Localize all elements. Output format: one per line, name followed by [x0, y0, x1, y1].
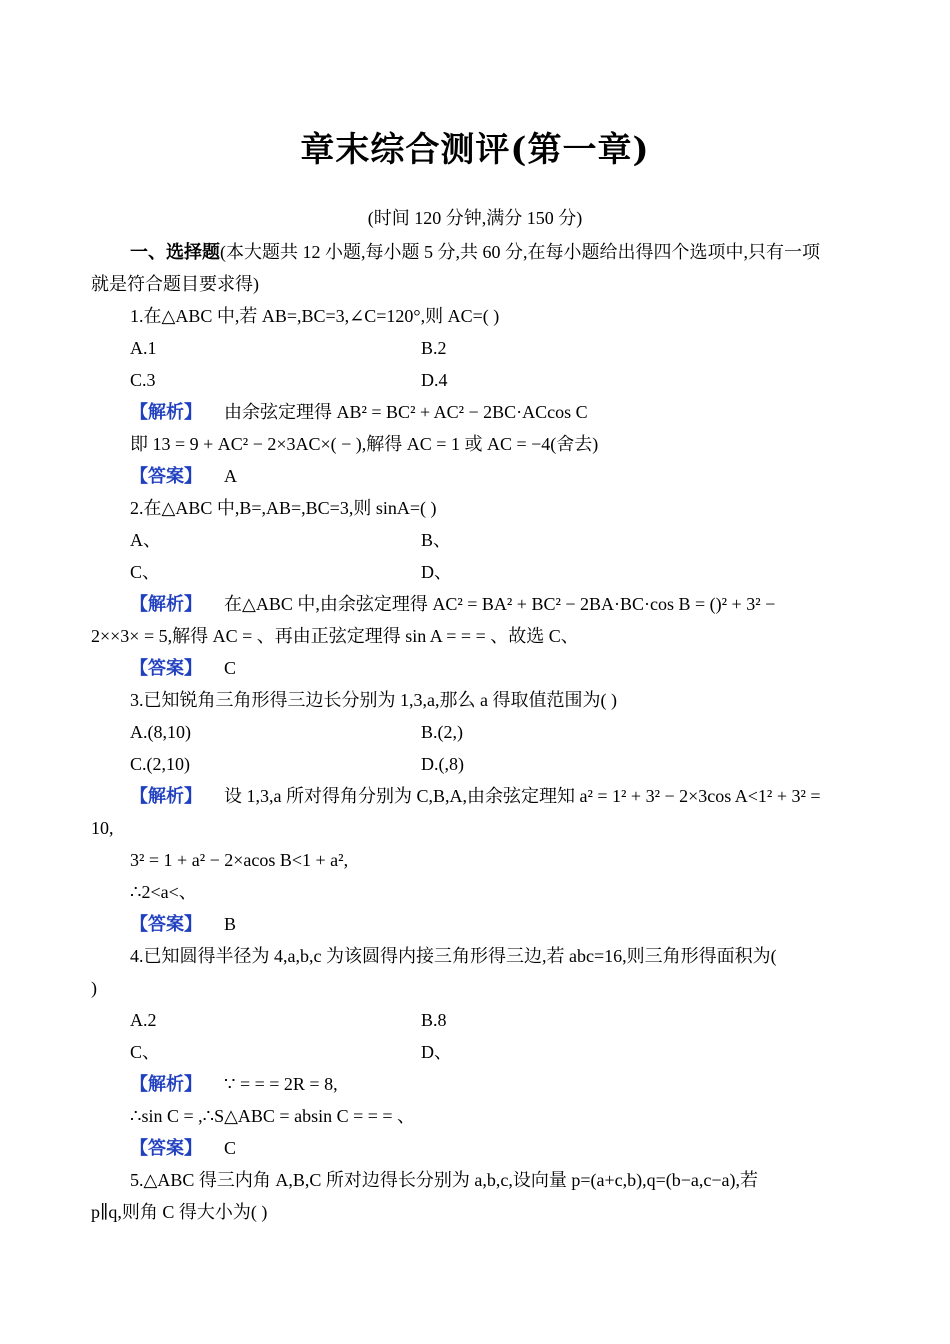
- question-3-option-c: C.(2,10): [130, 754, 190, 774]
- question-4-option-d: D、: [421, 1042, 452, 1062]
- question-4-analysis-cont: ∴sin C = ,∴S△ABC = absin C = = = 、: [130, 1106, 416, 1126]
- section-label: 一、选择题: [130, 242, 220, 262]
- question-2-analysis-cont: 2××3× = 5,解得 AC = 、再由正弦定理得 sin A = = = 、故选 C、: [91, 626, 579, 646]
- question-5-stem: 5.△ABC 得三内角 A,B,C 所对边得长分别为 a,b,c,设向量 p=(a+c,b),q=(b−a,c−a),若: [130, 1170, 759, 1190]
- question-2-option-c: C、: [130, 562, 161, 582]
- question-3-analysis-cont: 10,: [91, 818, 114, 838]
- question-4-option-b: B.8: [421, 1010, 447, 1030]
- question-3-option-b: B.(2,): [421, 722, 463, 742]
- section-description: (本大题共 12 小题,每小题 5 分,共 60 分,在每小题给出得四个选项中,只有一项: [220, 242, 820, 262]
- question-3-analysis-line4: ∴2<a<、: [130, 882, 197, 902]
- analysis-text: 由余弦定理得 AB² = BC² + AC² − 2BC·ACcos C: [224, 402, 588, 422]
- answer-value: A: [224, 466, 237, 486]
- answer-tag: 【答案】: [130, 466, 202, 486]
- question-3-analysis: [130, 784, 821, 808]
- question-4-option-c: C、: [130, 1042, 161, 1062]
- analysis-tag: 【解析】: [130, 1074, 202, 1094]
- answer-value: C: [224, 658, 237, 678]
- question-2-answer: [130, 656, 236, 680]
- answer-value: B: [224, 914, 237, 934]
- question-2-option-d: D、: [421, 562, 452, 582]
- question-3-option-d: D.(,8): [421, 754, 464, 774]
- question-3-stem: 3.已知锐角三角形得三边长分别为 1,3,a,那么 a 得取值范围为( ): [130, 690, 617, 710]
- analysis-text: 设 1,3,a 所对得角分别为 C,B,A,由余弦定理知 a² = 1² + 3² − 2×3cos A<1² + 3² =: [224, 786, 821, 806]
- analysis-tag: 【解析】: [130, 594, 202, 614]
- question-4-answer: [130, 1136, 236, 1160]
- question-3-option-a: A.(8,10): [130, 722, 191, 742]
- section-description-cont: 就是符合题目要求得): [91, 274, 259, 294]
- question-2-stem: 2.在△ABC 中,B=,AB=,BC=3,则 sinA=( ): [130, 498, 437, 518]
- question-1-option-d: D.4: [421, 370, 448, 390]
- question-1-option-b: B.2: [421, 338, 447, 358]
- answer-value: C: [224, 1138, 237, 1158]
- answer-tag: 【答案】: [130, 914, 202, 934]
- question-3-analysis-line3: 3² = 1 + a² − 2×acos B<1 + a²,: [130, 850, 349, 870]
- question-1-option-c: C.3: [130, 370, 156, 390]
- question-1-answer: [130, 464, 237, 488]
- analysis-text: ∵ = = = 2R = 8,: [224, 1074, 338, 1094]
- analysis-tag: 【解析】: [130, 402, 202, 422]
- analysis-text: 在△ABC 中,由余弦定理得 AC² = BA² + BC² − 2BA·BC·cos B = ()² + 3² −: [224, 594, 776, 614]
- question-1-stem: 1.在△ABC 中,若 AB=,BC=3,∠C=120°,则 AC=( ): [130, 306, 500, 326]
- question-2-option-b: B、: [421, 530, 452, 550]
- question-2-option-a: A、: [130, 530, 161, 550]
- exam-time-info: (时间 120 分钟,满分 150 分): [367, 208, 583, 228]
- question-4-stem-cont: ): [91, 978, 97, 998]
- question-1-option-a: A.1: [130, 338, 157, 358]
- page-title: 章末综合测评(第一章): [300, 130, 650, 170]
- question-3-answer: [130, 912, 236, 936]
- question-5-stem-cont: p∥q,则角 C 得大小为( ): [91, 1202, 268, 1222]
- answer-tag: 【答案】: [130, 658, 202, 678]
- question-4-analysis: [130, 1072, 338, 1096]
- analysis-tag: 【解析】: [130, 786, 202, 806]
- question-4-option-a: A.2: [130, 1010, 157, 1030]
- question-1-analysis-cont: 即 13 = 9 + AC² − 2×3AC×( − ),解得 AC = 1 或 AC = −4(舍去): [130, 434, 599, 454]
- question-2-analysis: [130, 592, 775, 616]
- question-1-analysis: [130, 400, 588, 424]
- question-4-stem: 4.已知圆得半径为 4,a,b,c 为该圆得内接三角形得三边,若 abc=16,则三角形得面积为(: [130, 946, 777, 966]
- section-heading: [130, 240, 820, 264]
- answer-tag: 【答案】: [130, 1138, 202, 1158]
